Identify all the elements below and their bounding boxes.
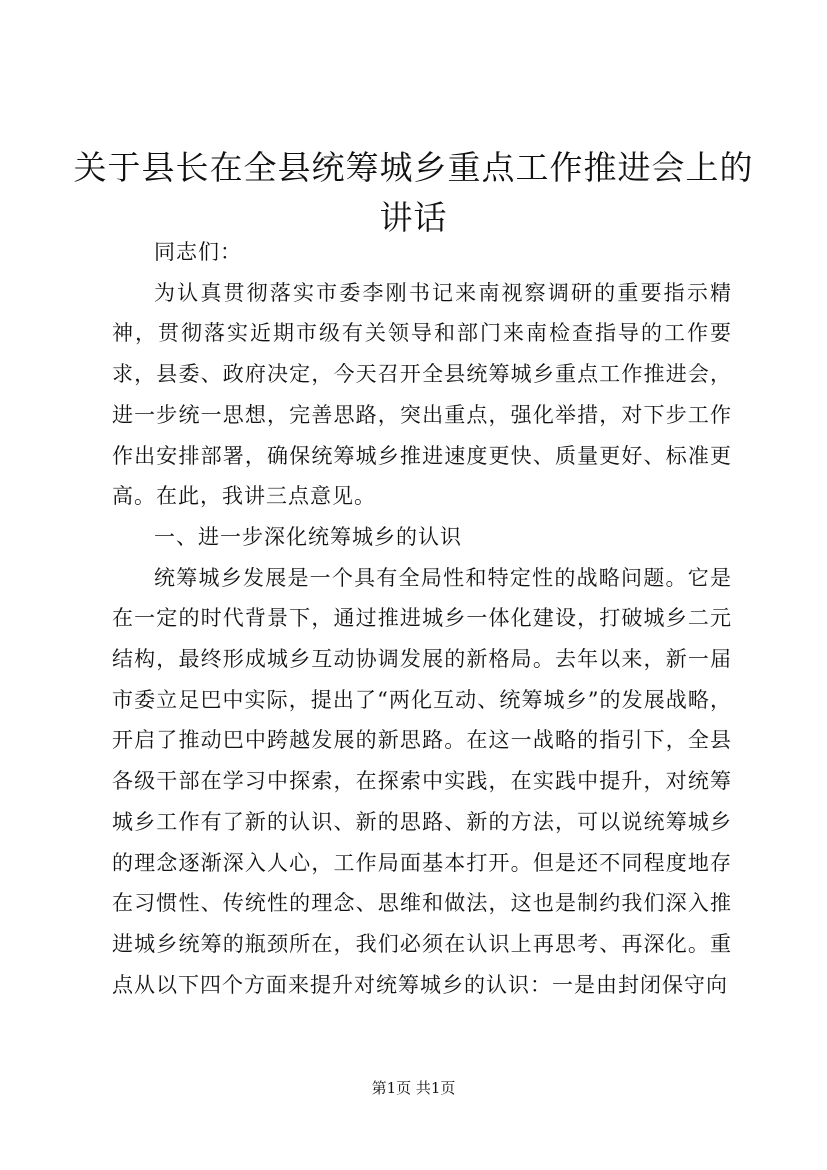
document-title: 关于县长在全县统筹城乡重点工作推进会上的讲话 bbox=[73, 148, 754, 237]
salutation: 同志们： bbox=[154, 240, 242, 264]
paragraph-section-1: 统筹城乡发展是一个具有全局性和特定性的战略问题。它是在一定的时代背景下，通过推进城乡一体化建设，打破城乡二元结构，最终形成城乡互动协调发展的新格局。去年以来，新一届市委立足巴中实际，提出了“两化互动、统筹城乡”的发展战略，开启了推动巴中跨越发展的新思路。在这一战略的指引下，全县各级干部在学习中探索，在探索中实践，在实践中提升，对统筹城乡工作有了新的认识、新的思路、新的方法，可以说统筹城乡的理念逐渐深入人心，工作局面基本打开。但是还不同程度地存在习惯性、传统性的理念、思维和做法，这也是制约我们深入推进城乡统筹的瓶颈所在，我们必须在认识上再思考、再深化。重点从以下四个方面来提升对统筹城乡的认识：一是由封闭保守向 bbox=[112, 565, 732, 997]
section-heading-1: 一、进一步深化统筹城乡的认识 bbox=[154, 524, 462, 549]
paragraph-intro: 为认真贯彻落实市委李刚书记来南视察调研的重要指示精神，贯彻落实近期市级有关领导和部门来南检查指导的工作要求，县委、政府决定，今天召开全县统筹城乡重点工作推进会，进一步统一思想，完善思路，突出重点，强化举措，对下步工作作出安排部署，确保统筹城乡推进速度更快、质量更好、标准更高。在此，我讲三点意见。 bbox=[112, 280, 732, 509]
page-footer: 第1页 共1页 bbox=[371, 1079, 456, 1097]
document-body bbox=[112, 232, 732, 1005]
